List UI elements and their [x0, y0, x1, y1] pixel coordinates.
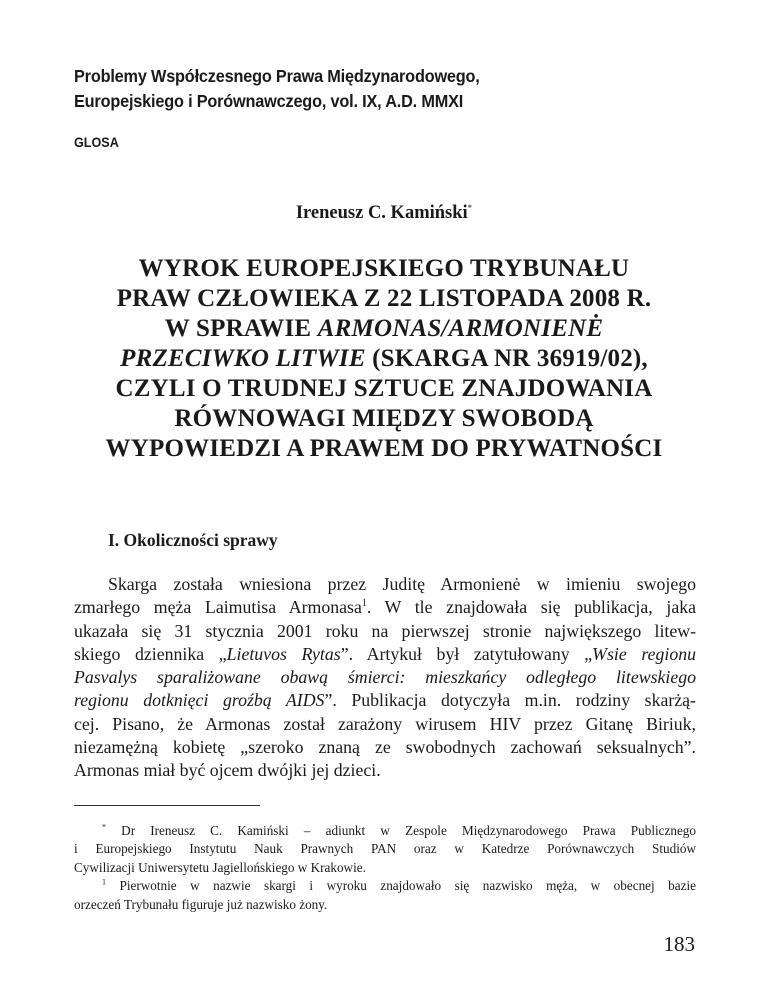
footnote-2-line-2: orzeczeń Trybunału figuruje już nazwisko żony. [74, 896, 328, 912]
body-line-2 [74, 596, 696, 619]
body-line-2-a: zmarłego męża Laimutisa Armonasa [74, 597, 362, 618]
author-footnote-mark[interactable]: * [467, 203, 473, 213]
footnote-ref-1[interactable]: 1 [361, 598, 367, 610]
journal-header [74, 64, 651, 114]
footnote-1-line-3: Cywilizacji Uniwersytetu Jagiellońskiego w Krakowie. [74, 859, 366, 875]
journal-title-line-2: Europejskiego i Porównawczego, vol. IX, A.D. MMXI [74, 91, 464, 111]
title-line-4 [40, 344, 728, 374]
body-line-8: niezamężną kobietę „szeroko znaną ze swobodnych zachowań seksualnych”. [74, 737, 696, 758]
author-line [0, 203, 768, 224]
footnote-1-line-1 [74, 822, 696, 840]
footnote-1-line-2: i Europejskiego Instytutu Nauk Prawnych PAN oraz w Katedrze Porównawczych Studiów [74, 841, 696, 857]
footnote-1-mark: * [102, 822, 106, 832]
article-title-quote-mid: Pasvalys sparaliżowane obawą śmierci: mieszkańcy odległego litewskiego [74, 667, 696, 688]
body-line-9: Armonas miał być ojcem dwójki jej dzieci. [74, 760, 381, 781]
author-name: Ireneusz C. Kamiński [295, 203, 468, 224]
body-line-4-c: ”. Artykuł był zatytułowany „ [340, 643, 593, 664]
section-label: GLOSA [74, 134, 119, 150]
footnote-2-line-1 [74, 877, 696, 895]
title-line-6: RÓWNOWAGI MIĘDZY SWOBODĄ [174, 405, 594, 432]
footnote-separator [74, 805, 260, 806]
footnote-2-text-1: Pierwotnie w nazwie skargi i wyroku znajdowało się nazwisko męża, w obecnej bazie [106, 878, 696, 894]
body-line-4 [74, 643, 696, 666]
title-line-7: WYPOWIEDZI A PRAWEM DO PRYWATNOŚCI [105, 435, 663, 462]
title-line-3 [40, 314, 728, 344]
section-heading: I. Okoliczności sprawy [108, 530, 278, 550]
title-line-1: WYROK EUROPEJSKIEGO TRYBUNAŁU [138, 255, 630, 282]
article-title [40, 254, 728, 464]
journal-title-line-1: Problemy Współczesnego Prawa Międzynarodowego, [74, 66, 480, 86]
title-line-2: PRAW CZŁOWIEKA Z 22 LISTOPADA 2008 R. [116, 285, 652, 312]
body-paragraph [74, 573, 696, 783]
body-line-6 [74, 689, 696, 712]
body-line-2-b: . W tle znajdowała się publikacja, jaka [366, 597, 696, 618]
body-line-5 [74, 666, 696, 689]
body-line-4-a: skiego dziennika „ [74, 643, 227, 664]
footnote-2-mark: 1 [102, 877, 106, 887]
footnotes [74, 822, 696, 914]
title-line-5: CZYLI O TRUDNEJ SZTUCE ZNAJDOWANIA [115, 375, 653, 402]
body-line-6-b: ”. Publikacja dotyczyła m.in. rodziny skarżą- [324, 690, 696, 711]
page-number: 183 [663, 932, 695, 956]
article-title-quote-start: Wsie regionu [592, 643, 696, 664]
title-application-number: (SKARGA NR 36919/02), [365, 345, 648, 372]
title-case-name: ARMONAS/ARMONIENĖ [317, 315, 604, 342]
body-line-3: ukazała się 31 stycznia 2001 roku na pierwszej stronie największego litew- [74, 620, 696, 641]
newspaper-name: Lietuvos Rytas [226, 643, 341, 664]
body-line-1: Skarga została wniesiona przez Juditę Armonienė w imieniu swojego [108, 574, 696, 594]
footnote-1-text-1: Dr Ireneusz C. Kamiński – adiunkt w Zespole Międzynarodowego Prawa Publicznego [106, 823, 696, 838]
body-line-7: cej. Pisano, że Armonas został zarażony wirusem HIV przez Gitanę Biriuk, [74, 713, 696, 734]
title-case-name-cont: PRZECIWKO LITWIE [120, 345, 366, 372]
article-title-quote-end: regionu dotknięci groźbą AIDS [74, 690, 325, 711]
body-text [74, 573, 696, 783]
title-line-3-prefix: W SPRAWIE [164, 315, 318, 342]
